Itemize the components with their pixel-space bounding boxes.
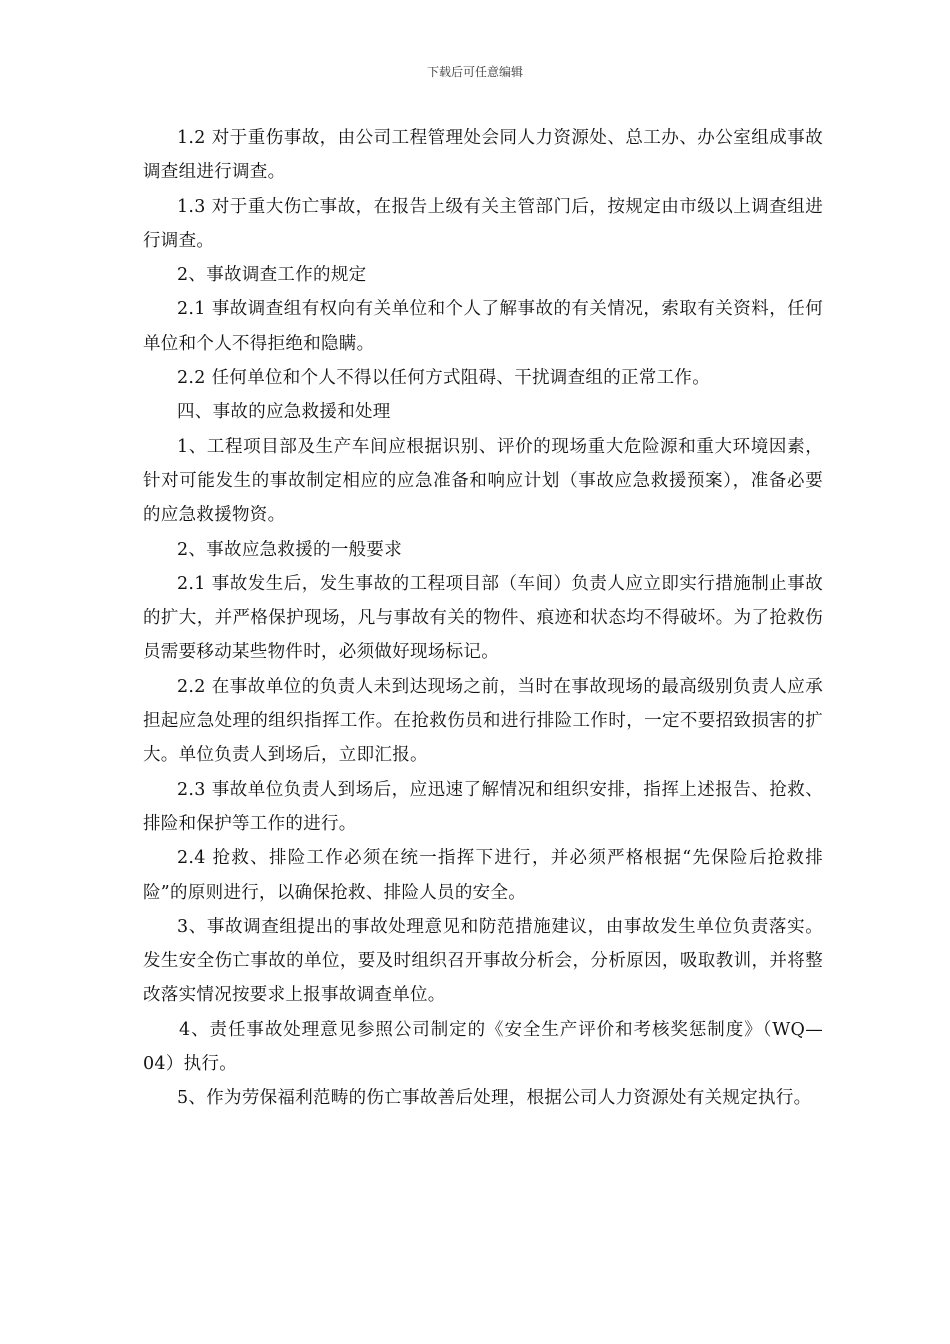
paragraph-requirement-2-2: 2.2 在事故单位的负责人未到达现场之前，当时在事故现场的最高级别负责人应承担起应急处理的组织指挥工作。在抢救伤员和进行排险工作时，一定不要招致损害的扩大。单位负责人到场后，立即汇报。: [143, 676, 823, 766]
paragraph-1-3: 1.3 对于重大伤亡事故，在报告上级有关主管部门后，按规定由市级以上调查组进行调查。: [143, 196, 823, 251]
paragraph-item-4: 4、责任事故处理意见参照公司制定的《安全生产评价和考核奖惩制度》（WQ—04）执行。: [143, 1019, 823, 1075]
paragraph-requirement-2-4: 2.4 抢救、排险工作必须在统一指挥下进行，并必须严格根据“先保险后抢救排险”的原则进行，以确保抢救、排险人员的安全。: [143, 848, 823, 903]
paragraph-1-2: 1.2 对于重伤事故，由公司工程管理处会同人力资源处、总工办、办公室组成事故调查组进行调查。: [143, 128, 823, 183]
section-heading-emergency-rescue: 四、事故的应急救援和处理: [177, 402, 391, 423]
paragraph-requirement-2-1: 2.1 事故发生后，发生事故的工程项目部（车间）负责人应立即实行措施制止事故的扩大，并严格保护现场，凡与事故有关的物件、痕迹和状态均不得破坏。为了抢救伤员需要移动某些物件时，必须做好现场标记。: [143, 573, 823, 663]
paragraph-item-5: 5、作为劳保福利范畴的伤亡事故善后处理，根据公司人力资源处有关规定执行。: [177, 1088, 812, 1109]
page-header: 下载后可任意编辑: [426, 65, 523, 79]
paragraph-2-2: 2.2 任何单位和个人不得以任何方式阻碍、干扰调查组的正常工作。: [177, 368, 710, 389]
paragraph-emergency-1: 1、工程项目部及生产车间应根据识别、评价的现场重大危险源和重大环境因素，针对可能发生的事故制定相应的应急准备和响应计划（事故应急救援预案），准备必要的应急救援物资。: [143, 436, 823, 526]
section-heading-general-requirements: 2、事故应急救援的一般要求: [177, 539, 403, 560]
document-body: [143, 121, 823, 1116]
paragraph-requirement-2-3: 2.3 事故单位负责人到场后，应迅速了解情况和组织安排，指挥上述报告、抢救、排险和保护等工作的进行。: [143, 779, 823, 834]
section-heading-investigation-rules: 2、事故调查工作的规定: [177, 265, 367, 286]
paragraph-2-1: 2.1 事故调查组有权向有关单位和个人了解事故的有关情况，索取有关资料，任何单位和个人不得拒绝和隐瞒。: [143, 299, 823, 354]
paragraph-item-3: 3、事故调查组提出的事故处理意见和防范措施建议，由事故发生单位负责落实。发生安全伤亡事故的单位，要及时组织召开事故分析会，分析原因，吸取教训，并将整改落实情况按要求上报事故调查单位。: [143, 916, 823, 1006]
